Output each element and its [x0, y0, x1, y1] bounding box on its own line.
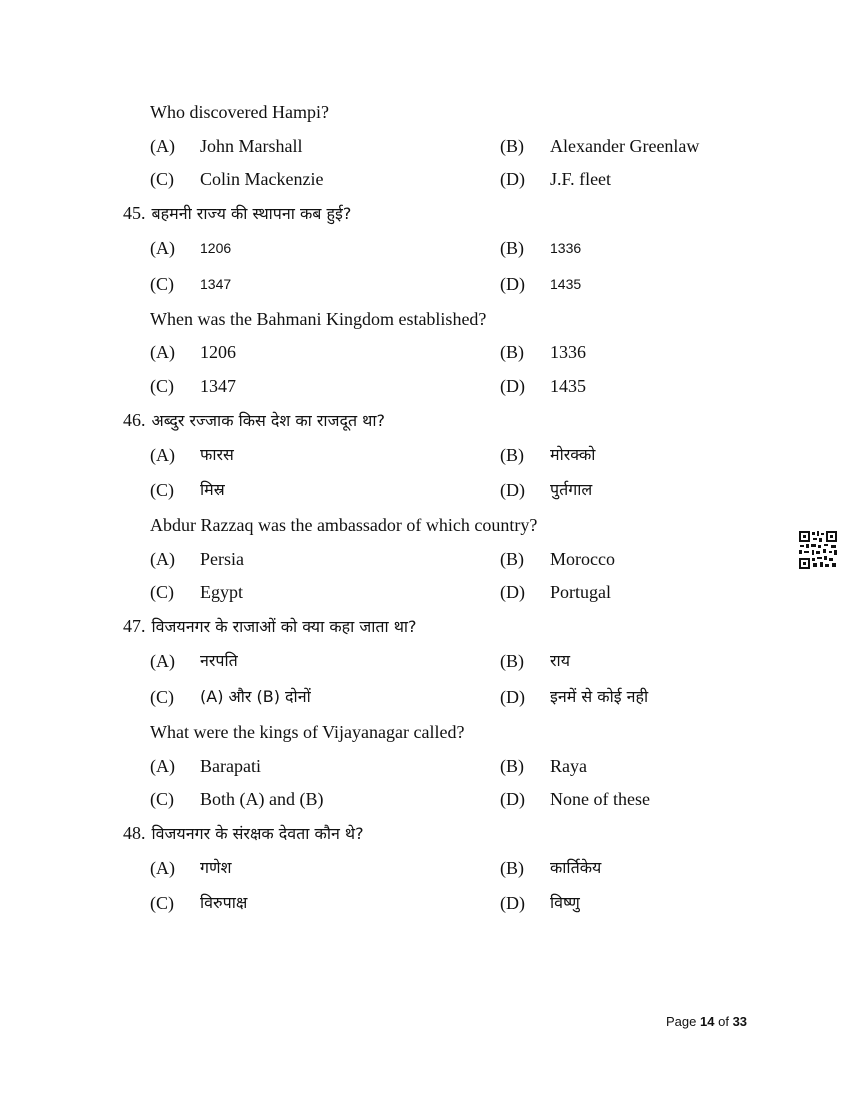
option-text: मिस्र — [200, 480, 225, 499]
option-text: Colin Mackenzie — [200, 169, 324, 189]
option-label: (B) — [500, 445, 524, 465]
q47-hi-question — [123, 615, 417, 638]
q46-hi-question — [123, 409, 385, 432]
option-label: (C) — [150, 480, 174, 500]
option-label: (B) — [500, 549, 524, 569]
option-text: विरुपाक्ष — [200, 893, 248, 912]
option-label: (A) — [150, 136, 175, 156]
question-number: 45. — [123, 203, 146, 223]
option-text: (A) और (B) दोनों — [200, 687, 311, 706]
option-text: 1336 — [550, 342, 586, 362]
option-text: Both (A) and (B) — [200, 789, 324, 809]
option-label: (C) — [150, 376, 174, 396]
question-text: बहमनी राज्य की स्थापना कब हुई? — [151, 204, 352, 223]
q45-en-question: When was the Bahmani Kingdom established? — [150, 309, 487, 329]
of-word: of — [718, 1014, 729, 1029]
option-label: (C) — [150, 687, 174, 707]
q45-hi-question — [123, 202, 351, 225]
option-label: (D) — [500, 687, 525, 707]
question-text: विजयनगर के राजाओं को क्या कहा जाता था? — [151, 617, 417, 636]
option-label: (D) — [500, 376, 525, 396]
option-text: मोरक्को — [550, 445, 596, 464]
option-label: (D) — [500, 480, 525, 500]
option-label: (C) — [150, 582, 174, 602]
option-label: (D) — [500, 169, 525, 189]
option-text: Persia — [200, 549, 244, 569]
option-text: Portugal — [550, 582, 611, 602]
qr-code-icon — [798, 530, 838, 570]
option-label: (C) — [150, 274, 174, 294]
option-text: राय — [550, 651, 570, 670]
option-text: इनमें से कोई नही — [550, 687, 649, 706]
option-label: (B) — [500, 858, 524, 878]
option-text: John Marshall — [200, 136, 303, 156]
option-label: (B) — [500, 238, 524, 258]
option-text: 1347 — [200, 376, 236, 396]
option-label: (A) — [150, 238, 175, 258]
option-label: (D) — [500, 582, 525, 602]
option-label: (D) — [500, 274, 525, 294]
q44-en-question: Who discovered Hampi? — [150, 102, 329, 122]
question-number: 48. — [123, 823, 146, 843]
q47-en-question: What were the kings of Vijayanagar called? — [150, 722, 465, 742]
question-text: अब्दुर रज्जाक किस देश का राजदूत था? — [151, 411, 386, 430]
option-text: विष्णु — [550, 893, 580, 912]
option-label: (A) — [150, 858, 175, 878]
option-text: 1435 — [550, 276, 582, 292]
page-number: 14 — [700, 1014, 715, 1029]
question-number: 47. — [123, 616, 146, 636]
option-label: (B) — [500, 651, 524, 671]
option-label: (A) — [150, 445, 175, 465]
option-text: 1206 — [200, 342, 236, 362]
option-text: 1206 — [200, 240, 232, 256]
option-text: Alexander Greenlaw — [550, 136, 700, 156]
option-text: J.F. fleet — [550, 169, 612, 189]
option-text: 1336 — [550, 240, 582, 256]
option-text: None of these — [550, 789, 650, 809]
q46-en-question: Abdur Razzaq was the ambassador of which country? — [150, 515, 538, 535]
option-label: (A) — [150, 342, 175, 362]
question-text: विजयनगर के संरक्षक देवता कौन थे? — [151, 824, 364, 843]
option-text: 1347 — [200, 276, 232, 292]
page-word: Page — [666, 1014, 697, 1029]
option-text: पुर्तगाल — [550, 480, 593, 499]
option-label: (B) — [500, 342, 524, 362]
option-label: (D) — [500, 893, 525, 913]
option-label: (A) — [150, 756, 175, 776]
page-total: 33 — [732, 1014, 748, 1029]
option-text: Raya — [550, 756, 587, 776]
option-label: (A) — [150, 549, 175, 569]
option-text: Morocco — [550, 549, 615, 569]
option-label: (C) — [150, 789, 174, 809]
option-label: (A) — [150, 651, 175, 671]
option-label: (C) — [150, 893, 174, 913]
option-label: (B) — [500, 756, 524, 776]
option-text: Barapati — [200, 756, 261, 776]
page-footer — [666, 1014, 747, 1029]
option-text: कार्तिकेय — [550, 858, 602, 877]
option-text: गणेश — [200, 858, 232, 877]
option-text: 1435 — [550, 376, 586, 396]
option-label: (B) — [500, 136, 524, 156]
option-text: फारस — [200, 445, 234, 464]
option-label: (D) — [500, 789, 525, 809]
q48-hi-question — [123, 822, 364, 845]
option-label: (C) — [150, 169, 174, 189]
option-text: नरपति — [200, 651, 238, 670]
question-number: 46. — [123, 410, 146, 430]
option-text: Egypt — [200, 582, 243, 602]
